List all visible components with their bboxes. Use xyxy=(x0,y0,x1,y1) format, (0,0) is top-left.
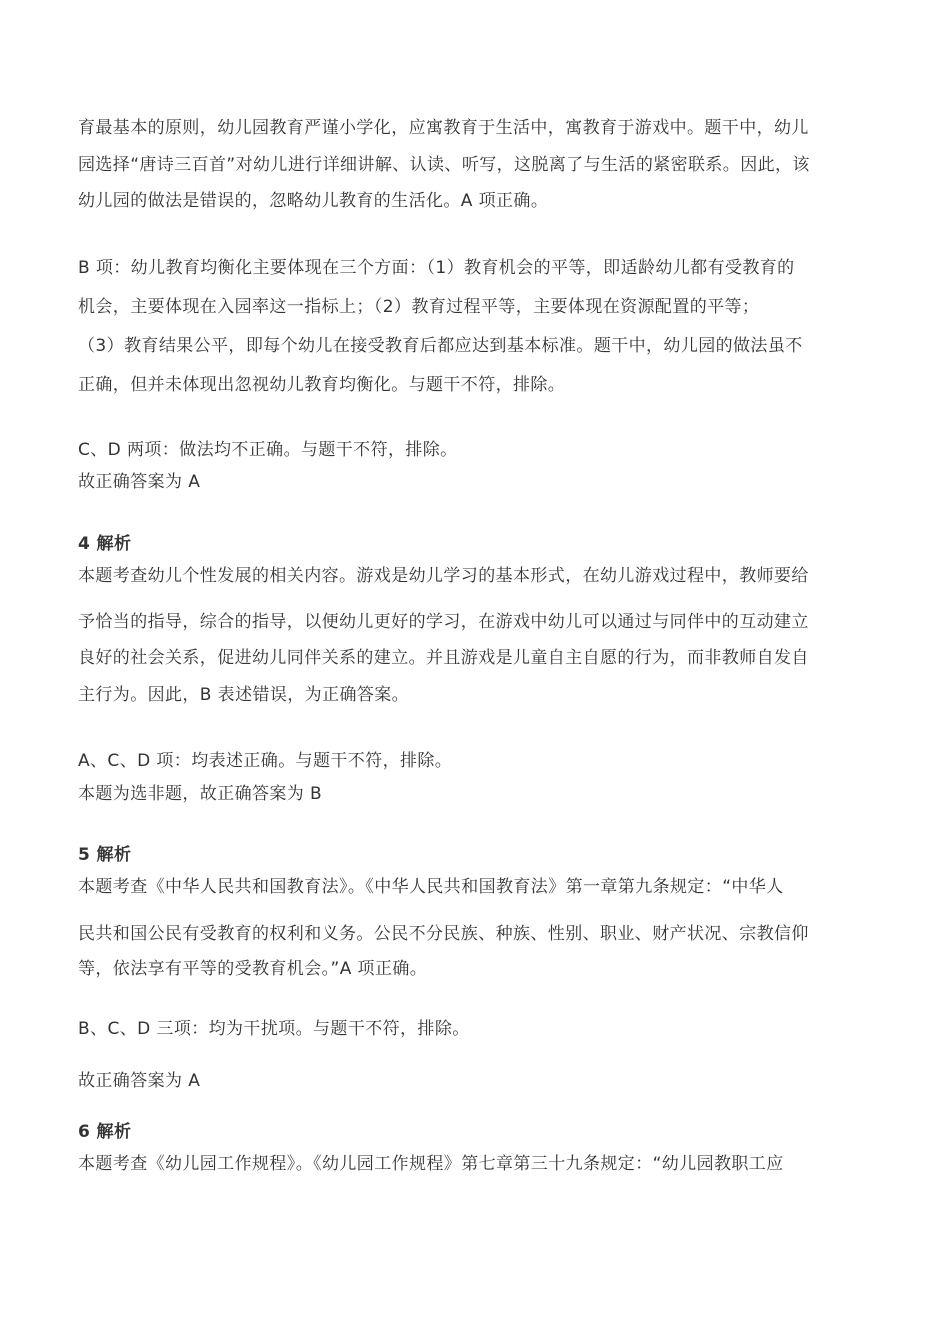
answer-line: 故正确答案为 A xyxy=(78,1071,201,1091)
section-heading: 5 解析 xyxy=(78,845,132,865)
paragraph-line: 本题考查《幼儿园工作规程》。《幼儿园工作规程》第七章第三十九条规定：“幼儿园教职工应 xyxy=(78,1154,784,1174)
answer-line: 本题为选非题，故正确答案为 B xyxy=(78,784,323,804)
paragraph-line: 幼儿园的做法是错误的，忽略幼儿教育的生活化。A 项正确。 xyxy=(78,191,549,211)
paragraph-line: 本题考查《中华人民共和国教育法》。《中华人民共和国教育法》第一章第九条规定：“中华人 xyxy=(78,877,784,897)
option-explanation: B、C、D 三项：均为干扰项。与题干不符，排除。 xyxy=(78,1019,470,1039)
paragraph-line: 育最基本的原则，幼儿园教育严谨小学化，应寓教育于生活中，寓教育于游戏中。题干中，幼儿 xyxy=(78,118,809,138)
paragraph-line: （3）教育结果公平，即每个幼儿在接受教育后都应达到基本标准。题干中，幼儿园的做法虽不 xyxy=(78,336,803,356)
paragraph-line: 民共和国公民有受教育的权利和义务。公民不分民族、种族、性别、职业、财产状况、宗教信仰 xyxy=(78,924,809,944)
answer-line: 故正确答案为 A xyxy=(78,472,201,492)
paragraph-line: 良好的社会关系，促进幼儿同伴关系的建立。并且游戏是儿童自主自愿的行为，而非教师自发自 xyxy=(78,648,809,668)
paragraph-line: B 项：幼儿教育均衡化主要体现在三个方面：（1）教育机会的平等，即适龄幼儿都有受教育的 xyxy=(78,258,795,278)
paragraph-line: 正确，但并未体现出忽视幼儿教育均衡化。与题干不符，排除。 xyxy=(78,375,566,395)
paragraph-line: 园选择“唐诗三百首”对幼儿进行详细讲解、认读、听写，这脱离了与生活的紧密联系。因此，该 xyxy=(78,155,810,175)
paragraph-line: 予恰当的指导，综合的指导，以便幼儿更好的学习，在游戏中幼儿可以通过与同伴中的互动建立 xyxy=(78,612,809,632)
paragraph-line: 等，依法享有平等的受教育机会。”A 项正确。 xyxy=(78,959,428,979)
paragraph-line: 本题考查幼儿个性发展的相关内容。游戏是幼儿学习的基本形式，在幼儿游戏过程中，教师要给 xyxy=(78,566,809,586)
option-explanation: A、C、D 项：均表述正确。与题干不符，排除。 xyxy=(78,751,453,771)
paragraph-line: 主行为。因此，B 表述错误，为正确答案。 xyxy=(78,685,410,705)
section-heading: 4 解析 xyxy=(78,534,132,554)
option-explanation: C、D 两项：做法均不正确。与题干不符，排除。 xyxy=(78,440,458,460)
paragraph-line: 机会，主要体现在入园率这一指标上；（2）教育过程平等，主要体现在资源配置的平等； xyxy=(78,297,760,317)
section-heading: 6 解析 xyxy=(78,1122,132,1142)
